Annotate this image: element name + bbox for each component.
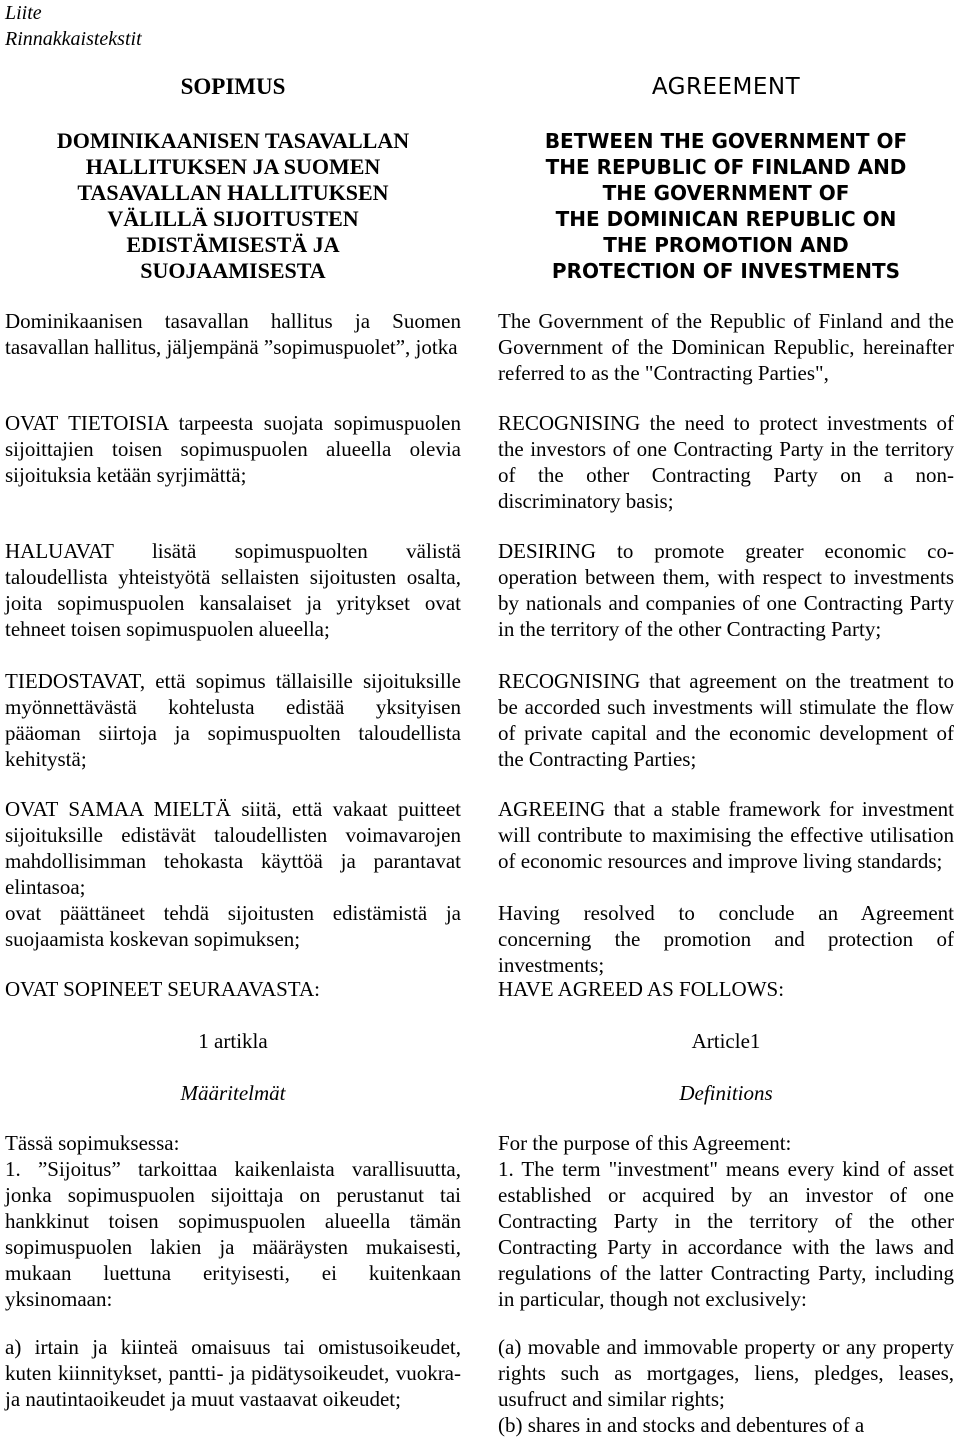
finnish-item-a: a) irtain ja kiinteä omaisuus tai omistusoikeudet, kuten kiinnitykset, pantti- ja pidätysoikeudet, vuokra- ja nautintaoikeudet ja muut vastaavat oikeudet; bbox=[5, 1335, 461, 1411]
english-recital-2: DESIRING to promote greater economic co-operation between them, with respect to investments by nationals and companies of one Contracting Party in the territory of the other Contracting Party; bbox=[498, 539, 954, 641]
english-item-b: (b) shares in and stocks and debentures of a bbox=[498, 1413, 865, 1437]
parallel-texts-label: Rinnakkaistekstit bbox=[5, 28, 142, 50]
finnish-preamble-parties: Dominikaanisen tasavallan hallitus ja Suomen tasavallan hallitus, jäljempänä ”sopimuspuolet”, jotka bbox=[5, 309, 461, 359]
finnish-heading: DOMINIKAANISEN TASAVALLAN HALLITUKSEN JA SUOMEN TASAVALLAN HALLITUKSEN VÄLILLÄ SIJOITUSTEN EDISTÄMISESTÄ JA SUOJAAMISESTA bbox=[56, 128, 410, 283]
english-heading: BETWEEN THE GOVERNMENT OF THE REPUBLIC OF FINLAND AND THE GOVERNMENT OF THE DOMINICAN REPUBLIC ON THE PROMOTION AND PROTECTION OF INVESTMENTS bbox=[544, 129, 908, 283]
finnish-recital-2: HALUAVAT lisätä sopimuspuolten välistä taloudellista yhteistyötä sellaisten sijoitusten osalta, joita sopimuspuolen kansalaiset ja yritykset ovat tehneet toisen sopimuspuolen alueella; bbox=[5, 539, 461, 641]
english-definition-1: 1. The term "investment" means every kind of asset established or acquired by an investor of one Contracting Party in the territory of the other Contracting Party in accordance with the laws and regulations of the latter Contracting Party, including in particular, though not exclusively: bbox=[498, 1157, 954, 1311]
finnish-article-title: Määritelmät bbox=[180, 1081, 286, 1105]
annex-label: Liite bbox=[5, 2, 42, 24]
document-header bbox=[5, 0, 142, 52]
finnish-intro: Tässä sopimuksessa: bbox=[5, 1131, 180, 1155]
finnish-definition-1: 1. ”Sijoitus” tarkoittaa kaikenlaista varallisuutta, jonka sopimuspuolen sijoittaja on perustanut tai hankkinut toisen sopimuspuolen alueella tämän sopimuspuolen lakien ja määräysten mukaisesti, mukaan luettuna erityisesti, ei kuitenkaan yksinomaan: bbox=[5, 1157, 461, 1311]
english-recital-5: Having resolved to conclude an Agreement concerning the promotion and protection of investments; bbox=[498, 901, 954, 977]
english-item-a: (a) movable and immovable property or any property rights such as mortgages, liens, pledges, leases, usufruct and similar rights; bbox=[498, 1335, 954, 1411]
finnish-recital-5: ovat päättäneet tehdä sijoitusten edistämistä ja suojaamista koskevan sopimuksen; bbox=[5, 901, 461, 951]
english-recital-4: AGREEING that a stable framework for investment will contribute to maximising the effective utilisation of economic resources and improve living standards; bbox=[498, 797, 954, 873]
english-agreed: HAVE AGREED AS FOLLOWS: bbox=[498, 977, 785, 1001]
finnish-title: SOPIMUS bbox=[180, 74, 286, 99]
english-article-title: Definitions bbox=[679, 1081, 773, 1105]
finnish-recital-3: TIEDOSTAVAT, että sopimus tällaisille sijoituksille myönnettävästä kohtelusta edistää yksityisen pääoman siirtoja ja sopimuspuolten taloudellista kehitystä; bbox=[5, 669, 461, 771]
english-recital-3: RECOGNISING that agreement on the treatment to be accorded such investments will stimulate the flow of private capital and the economic development of the Contracting Parties; bbox=[498, 669, 954, 771]
english-recital-1: RECOGNISING the need to protect investments of the investors of one Contracting Party in the territory of the other Contracting Party on a non-discriminatory basis; bbox=[498, 411, 954, 513]
finnish-recital-1: OVAT TIETOISIA tarpeesta suojata sopimuspuolen sijoittajien toisen sopimuspuolen alueella olevia sijoituksia ketään syrjimättä; bbox=[5, 411, 461, 487]
english-intro: For the purpose of this Agreement: bbox=[498, 1131, 792, 1155]
finnish-recital-4: OVAT SAMAA MIELTÄ siitä, että vakaat puitteet sijoituksille edistävät taloudellisten voimavarojen mahdollisimman tehokasta käyttöä ja parantavat elintasoa; bbox=[5, 797, 461, 899]
english-preamble-parties: The Government of the Republic of Finland and the Government of the Dominican Republic, hereinafter referred to as the "Contracting Parties", bbox=[498, 309, 954, 385]
finnish-agreed: OVAT SOPINEET SEURAAVASTA: bbox=[5, 977, 320, 1001]
finnish-article-number: 1 artikla bbox=[198, 1029, 268, 1053]
english-article-number: Article1 bbox=[691, 1029, 761, 1053]
english-title: AGREEMENT bbox=[651, 74, 801, 100]
